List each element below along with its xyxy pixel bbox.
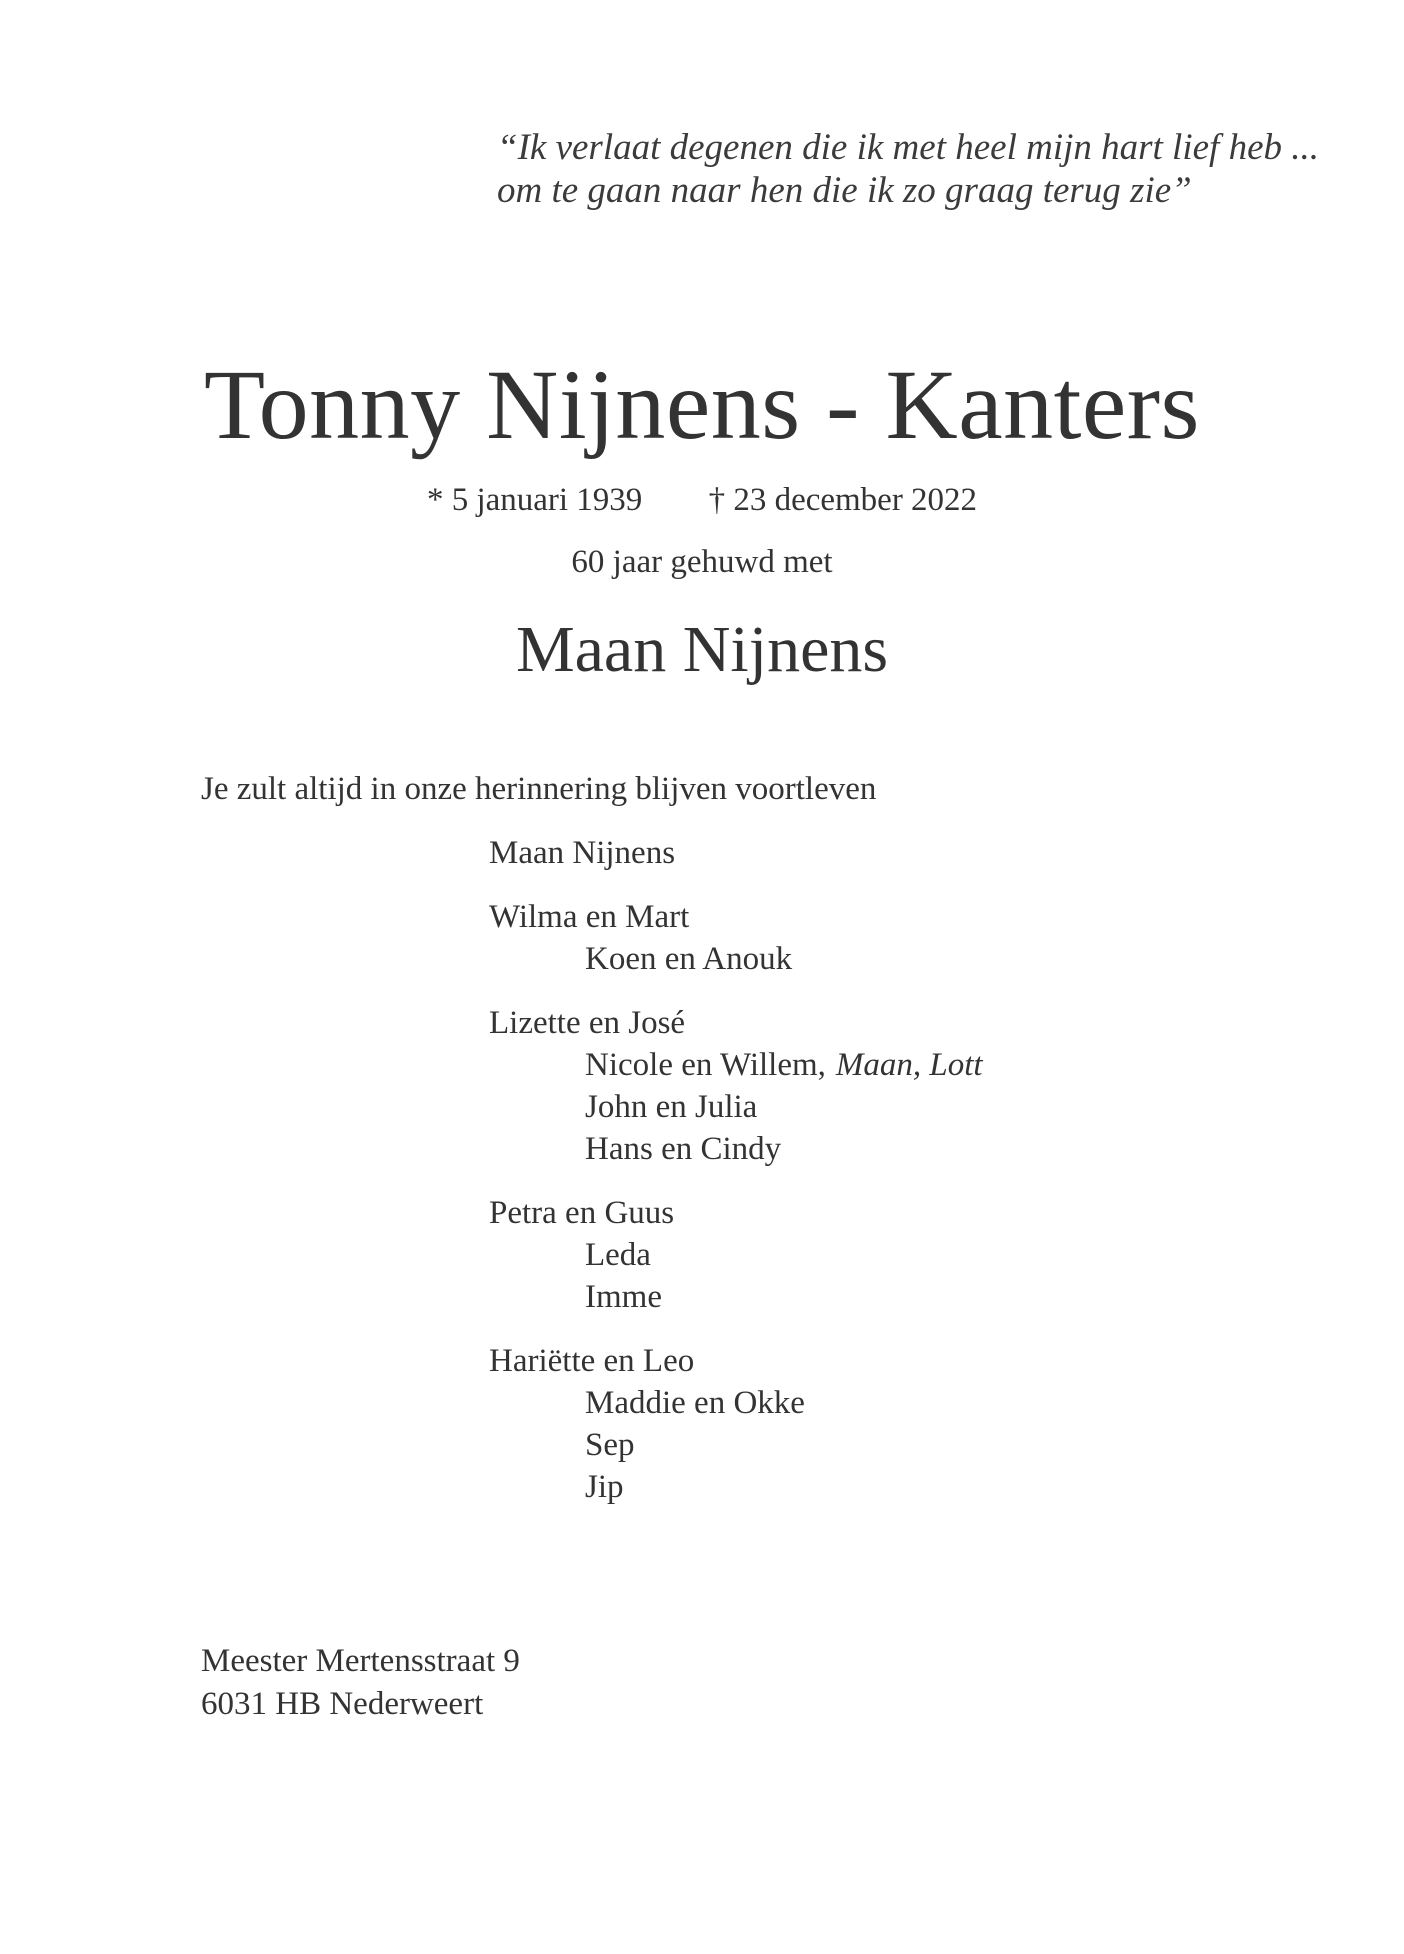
family-head: Wilma en Mart [489, 899, 690, 935]
family-member-name: Nicole en Willem, [585, 1047, 826, 1083]
family-member [489, 1276, 983, 1318]
memory-line: Je zult altijd in onze herinnering blijven voortleven [201, 771, 877, 807]
family-group [489, 1192, 983, 1318]
family-head: Petra en Guus [489, 1195, 675, 1231]
family-member [489, 1128, 983, 1170]
family-member [489, 938, 983, 980]
life-dates [0, 480, 1404, 520]
address [201, 1640, 520, 1726]
family-member [489, 1382, 983, 1424]
address-street: Meester Mertensstraat 9 [201, 1643, 520, 1679]
great-grandchildren: Maan, Lott [835, 1047, 983, 1083]
marriage-text: 60 jaar gehuwd met [571, 544, 833, 580]
family-member [489, 1466, 983, 1508]
family-member-name: Imme [585, 1279, 662, 1315]
address-city: 6031 HB Nederweert [201, 1686, 484, 1722]
family-group [489, 896, 983, 980]
family-member-name: Maddie en Okke [585, 1385, 805, 1421]
family-head: Lizette en José [489, 1005, 686, 1041]
family-group [489, 1002, 983, 1170]
family-head: Maan Nijnens [489, 835, 676, 871]
family-member-name: Jip [585, 1469, 624, 1505]
family-member-name: Sep [585, 1427, 635, 1463]
family-member [489, 1086, 983, 1128]
family-member-name: Koen en Anouk [585, 941, 793, 977]
spouse-name: Maan Nijnens [515, 613, 889, 686]
family-member-name: Hans en Cindy [585, 1131, 782, 1167]
quote [497, 126, 1317, 212]
quote-line-2: om te gaan naar hen die ik zo graag terug zie” [497, 170, 1192, 211]
family-member-name: Leda [585, 1237, 651, 1273]
deceased-name: Tonny Nijnens - Kanters [204, 349, 1200, 460]
family-member [489, 1044, 983, 1086]
family-member [489, 1424, 983, 1466]
death-date: † 23 december 2022 [708, 482, 978, 518]
family-member [489, 1234, 983, 1276]
family-head: Hariëtte en Leo [489, 1343, 695, 1379]
family-list [489, 832, 983, 1530]
family-group [489, 832, 983, 874]
birth-date: * 5 januari 1939 [426, 482, 643, 518]
family-member-name: John en Julia [585, 1089, 758, 1125]
quote-line-1: “Ik verlaat degenen die ik met heel mijn hart lief heb ... [497, 127, 1319, 168]
family-group [489, 1340, 983, 1508]
